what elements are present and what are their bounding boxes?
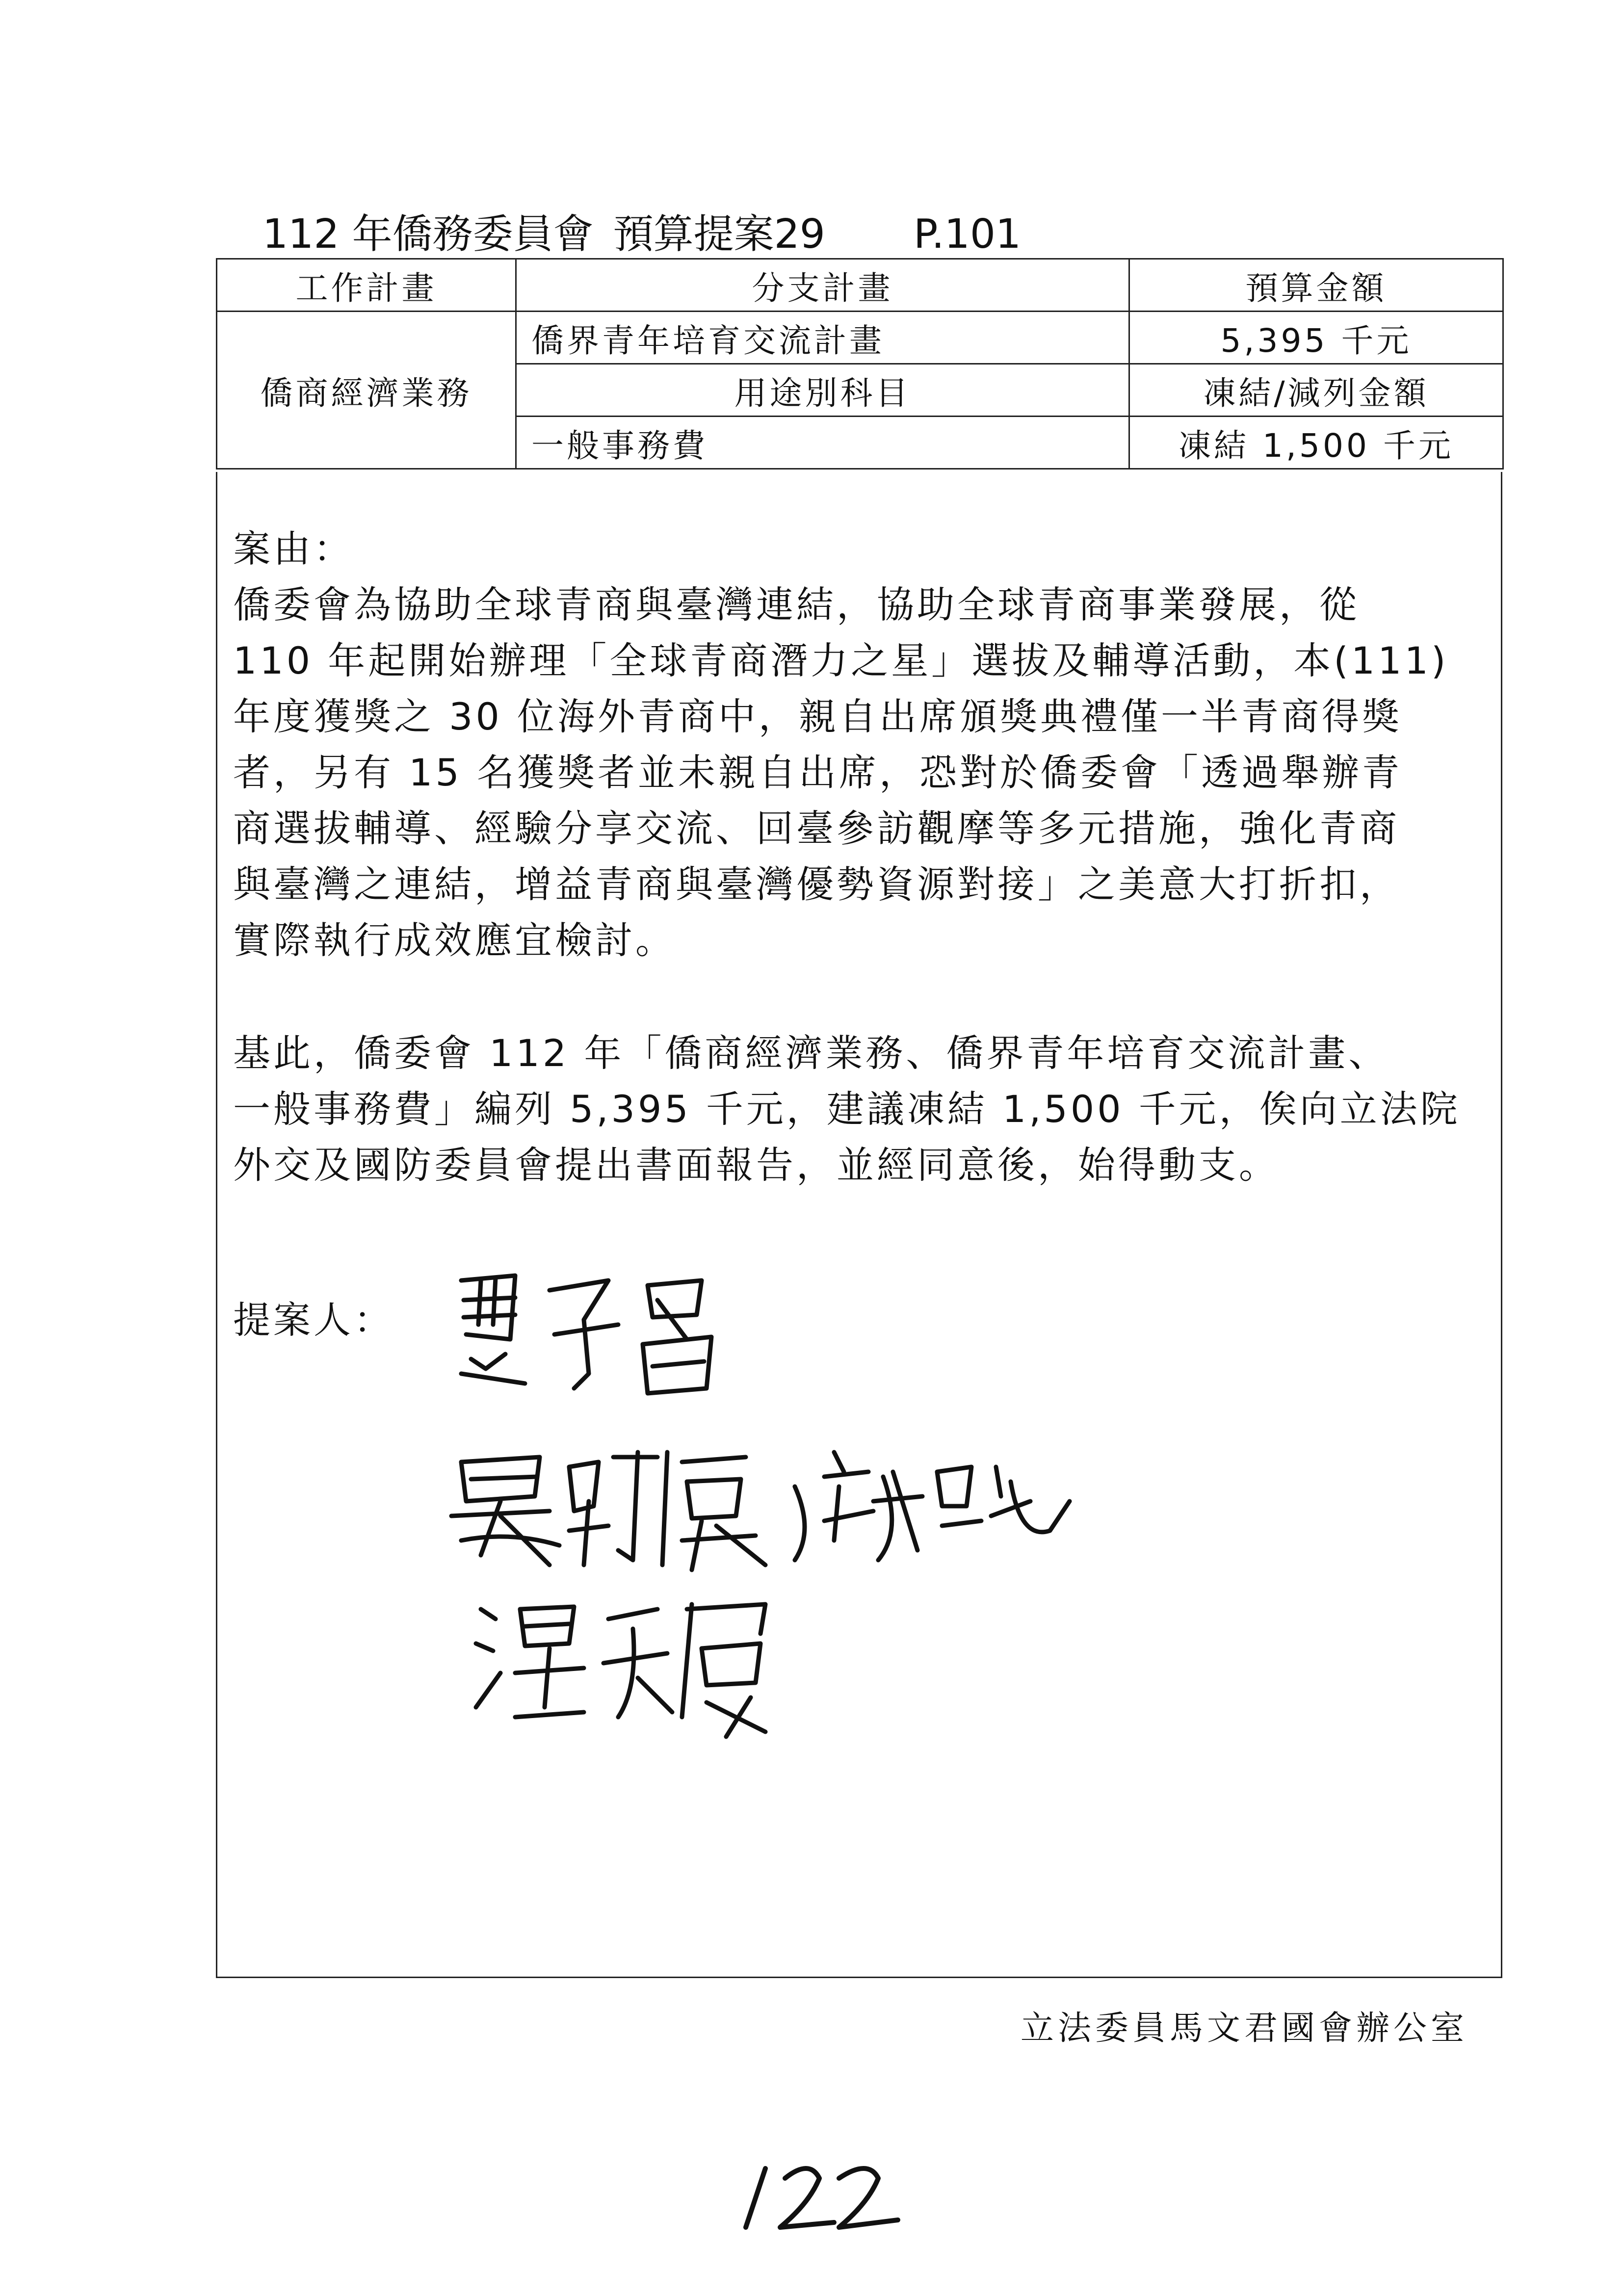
reason-line: 者，另有 15 名獲獎者並未親自出席，恐對於僑委會「透過舉辦青 xyxy=(233,751,1403,794)
table-row xyxy=(217,312,1503,364)
plan-value: 僑商經濟業務 xyxy=(217,312,516,469)
header-page-ref: P.101 xyxy=(913,211,1022,258)
header-committee: 112 年僑務委員會 xyxy=(262,211,594,258)
reason-line: 與臺灣之連結，增益青商與臺灣優勢資源對接」之美意大打折扣， xyxy=(233,862,1400,906)
resolution-line: 基此，僑委會 112 年「僑商經濟業務、僑界青年培育交流計畫、 xyxy=(233,1031,1389,1075)
resolution-line: 一般事務費」編列 5,395 千元，建議凍結 1,500 千元，俟向立法院 xyxy=(233,1087,1461,1131)
reason-line: 商選拔輔導、經驗分享交流、回臺參訪觀摩等多元措施，強化青商 xyxy=(233,807,1400,850)
reason-label: 案由： xyxy=(233,527,354,571)
resolution-section xyxy=(233,1025,1489,1193)
handwritten-page-number xyxy=(736,2159,903,2232)
signature-ma-wen-chun xyxy=(451,1261,765,1408)
reason-line: 實際執行成效應宜檢討。 xyxy=(233,918,676,962)
freeze-header: 凍結/減列金額 xyxy=(1129,364,1503,417)
proposer-label: 提案人： xyxy=(233,1298,394,1342)
reason-line: 僑委會為協助全球青商與臺灣連結，協助全球青商事業發展，從 xyxy=(233,583,1360,626)
signature-wu-sz-huai-and-lai-shyh-bao xyxy=(451,1442,1187,1580)
branch-value: 僑界青年培育交流計畫 xyxy=(516,312,1129,364)
reason-line: 110 年起開始辦理「全球青商潛力之星」選拔及輔導活動，本(111) xyxy=(233,639,1449,682)
reason-section xyxy=(233,521,1489,968)
office-footer: 立法委員馬文君國會辦公室 xyxy=(1021,2009,1468,2048)
freeze-value: 凍結 1,500 千元 xyxy=(1129,417,1503,469)
col-amount-header: 預算金額 xyxy=(1129,259,1503,312)
budget-table xyxy=(216,258,1504,470)
signature-wen-yu-hsia xyxy=(471,1590,824,1747)
proposal-header xyxy=(262,205,1021,264)
table-header-row xyxy=(217,259,1503,312)
col-branch-header: 分支計畫 xyxy=(516,259,1129,312)
resolution-line: 外交及國防委員會提出書面報告，並經同意後，始得動支。 xyxy=(233,1143,1279,1187)
reason-line: 年度獲獎之 30 位海外青商中，親自出席頒獎典禮僅一半青商得獎 xyxy=(233,695,1403,738)
subject-header: 用途別科目 xyxy=(516,364,1129,417)
header-proposal-number: 預算提案29 xyxy=(613,211,825,258)
subject-value: 一般事務費 xyxy=(516,417,1129,469)
col-plan-header: 工作計畫 xyxy=(217,259,516,312)
amount-value: 5,395 千元 xyxy=(1129,312,1503,364)
